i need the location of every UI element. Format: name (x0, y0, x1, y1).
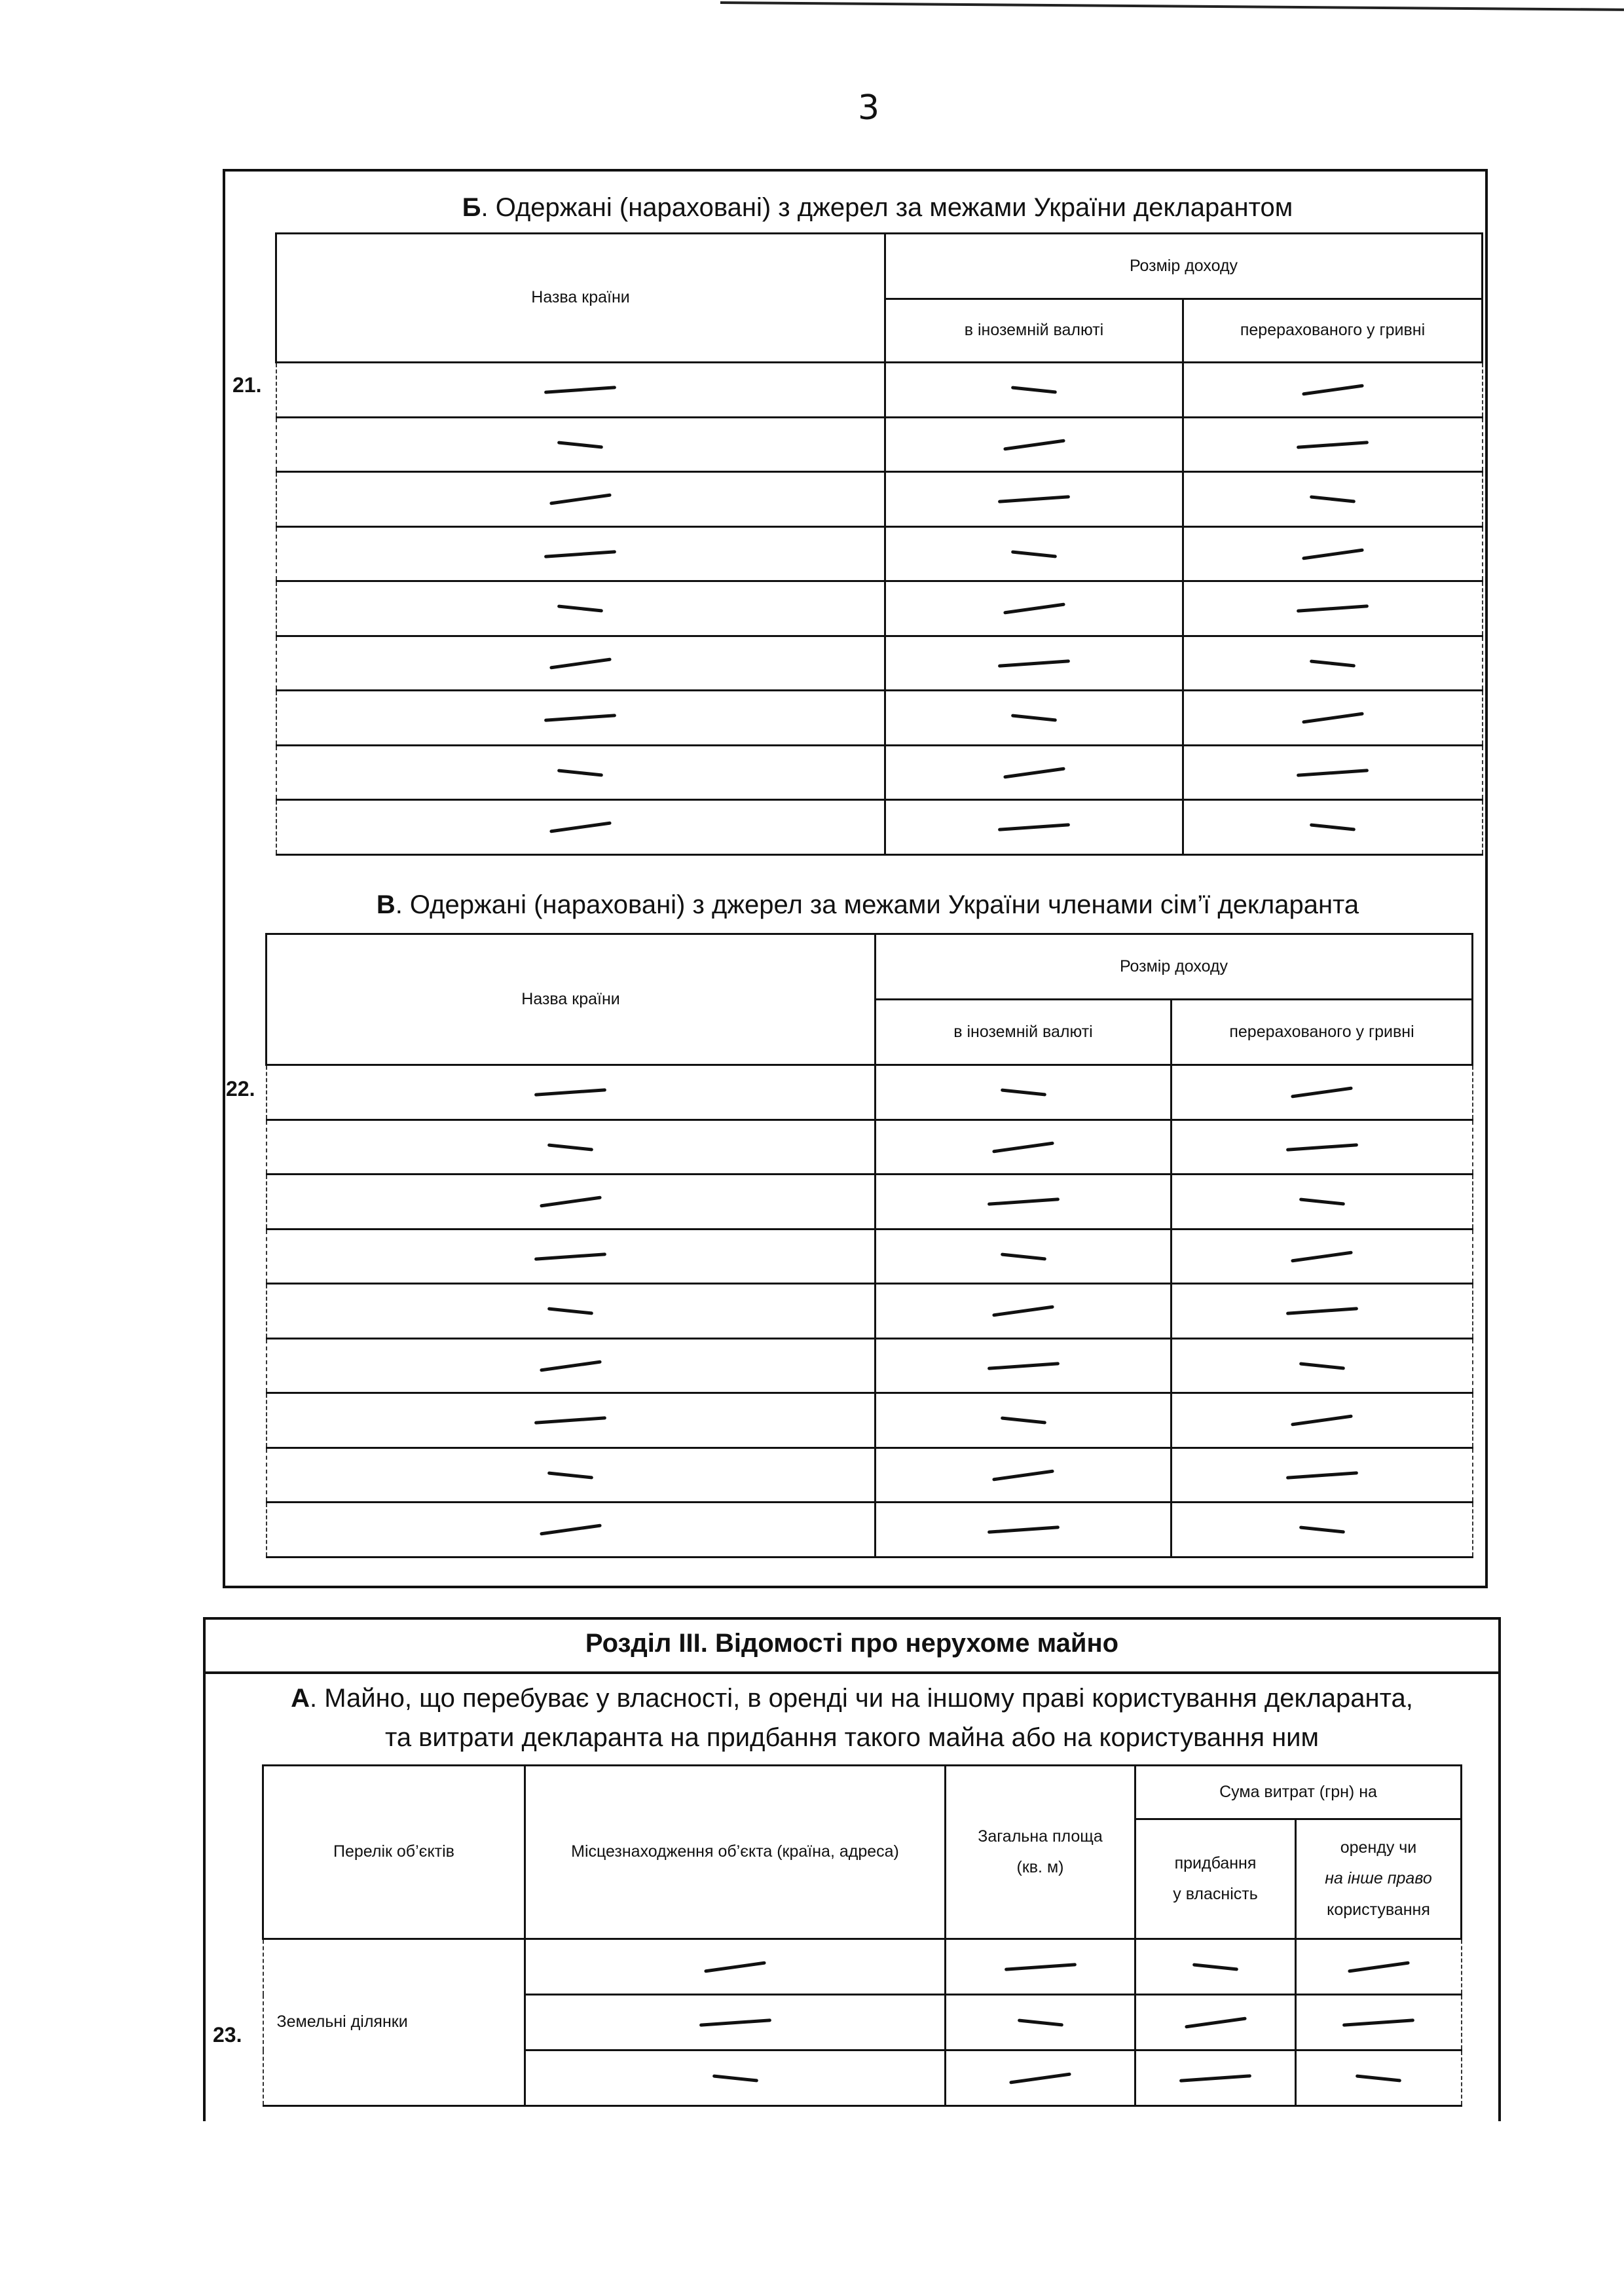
handwritten-dash-mark (1286, 1471, 1358, 1480)
table-row (267, 1120, 1473, 1175)
cell-uah (1183, 363, 1483, 418)
cell-foreign-currency (885, 417, 1183, 472)
header-purchase (1135, 1819, 1296, 1939)
handwritten-dash-mark (712, 2074, 758, 2082)
cell-uah (1172, 1065, 1473, 1120)
handwritten-dash-mark (1310, 824, 1356, 831)
cell-foreign-currency (876, 1175, 1172, 1230)
header-income-size: Розмір доходу (876, 934, 1473, 1000)
cell-object-category: Земельні ділянки (263, 1939, 525, 2106)
table-row (267, 1393, 1473, 1448)
cell-country (267, 1120, 876, 1175)
header-location: Місцезнаходження об’єкта (країна, адреса) (525, 1766, 946, 1939)
section-3-heading: Розділ III. Відомості про нерухоме майно (585, 1629, 1119, 1658)
table-row (276, 800, 1483, 855)
handwritten-dash-mark (1000, 1417, 1046, 1425)
table-row (276, 417, 1483, 472)
scan-top-edge-line (720, 1, 1624, 11)
cell-foreign-currency (876, 1284, 1172, 1339)
cell-purchase (1135, 2050, 1296, 2106)
handwritten-dash-mark (547, 1307, 593, 1315)
cell-country (276, 800, 885, 855)
table-row (276, 363, 1483, 418)
section-c-letter: В (376, 890, 396, 919)
header-rent (1296, 1819, 1462, 1939)
cell-purchase (1135, 1939, 1296, 1995)
handwritten-dash-mark (1299, 1198, 1345, 1206)
handwritten-dash-mark (1004, 1963, 1076, 1971)
table-row (267, 1448, 1473, 1503)
handwritten-dash-mark (1299, 1526, 1345, 1534)
cell-country (267, 1065, 876, 1120)
section-3a-title-text-1: . Майно, що перебуває у власності, в оренді чи на іншому праві користування декларанта, (310, 1684, 1413, 1713)
cell-country (276, 581, 885, 636)
cell-country (276, 363, 885, 418)
handwritten-dash-mark (699, 2018, 771, 2027)
table-row (267, 1065, 1473, 1120)
handwritten-dash-mark (540, 1524, 602, 1536)
table-row (276, 526, 1483, 581)
cell-foreign-currency (885, 581, 1183, 636)
handwritten-dash-mark (1009, 2073, 1071, 2085)
cell-uah (1172, 1503, 1473, 1558)
foreign-income-family-table (265, 933, 1473, 1558)
cell-foreign-currency (885, 800, 1183, 855)
handwritten-dash-mark (534, 1252, 606, 1261)
section-b-letter: Б (462, 193, 481, 222)
cell-uah (1183, 526, 1483, 581)
table-row (267, 1503, 1473, 1558)
table-row (276, 691, 1483, 746)
header-uah: перерахованого у гривні (1172, 1000, 1473, 1065)
handwritten-dash-mark (987, 1198, 1059, 1207)
header-rent-line1: оренду чи (1340, 1838, 1417, 1857)
real-estate-table (262, 1764, 1462, 2107)
table-row (267, 1338, 1473, 1393)
row-number-23: 23. (213, 2023, 242, 2047)
cell-foreign-currency (876, 1065, 1172, 1120)
handwritten-dash-mark (549, 494, 612, 505)
handwritten-dash-mark (1302, 384, 1364, 396)
handwritten-dash-mark (1302, 548, 1364, 560)
header-objects: Перелік об’єктів (263, 1766, 525, 1939)
table-row (276, 636, 1483, 691)
header-country: Назва країни (276, 234, 885, 363)
header-foreign-currency: в іноземній валюті (876, 1000, 1172, 1065)
cell-rent (1296, 1939, 1462, 1995)
header-rent-line3: користування (1327, 1900, 1430, 1919)
section-3a-letter: А (291, 1684, 310, 1713)
cell-country (276, 636, 885, 691)
cell-uah (1172, 1393, 1473, 1448)
cell-uah (1183, 417, 1483, 472)
handwritten-dash-mark (998, 824, 1070, 832)
header-purchase-line1: придбання (1174, 1853, 1257, 1872)
handwritten-dash-mark (987, 1362, 1059, 1370)
cell-country (276, 417, 885, 472)
cell-country (276, 745, 885, 800)
header-area-line2: (кв. м) (1016, 1858, 1064, 1876)
handwritten-dash-mark (547, 1143, 593, 1151)
table-row (267, 1229, 1473, 1284)
section-b-title (275, 193, 1480, 223)
table-row (276, 581, 1483, 636)
header-country: Назва країни (267, 934, 876, 1065)
handwritten-dash-mark (534, 1089, 606, 1097)
cell-foreign-currency (885, 691, 1183, 746)
cell-country (276, 691, 885, 746)
foreign-income-declarant-table (275, 232, 1483, 856)
handwritten-dash-mark (1000, 1252, 1046, 1260)
handwritten-dash-mark (1342, 2018, 1414, 2027)
handwritten-dash-mark (1286, 1143, 1358, 1152)
table-row (267, 1284, 1473, 1339)
cell-uah (1183, 800, 1483, 855)
header-uah: перерахованого у гривні (1183, 299, 1483, 363)
header-purchase-line2: у власність (1173, 1885, 1258, 1903)
cell-rent (1296, 1995, 1462, 2050)
cell-foreign-currency (885, 526, 1183, 581)
table-row (267, 1175, 1473, 1230)
handwritten-dash-mark (1297, 441, 1369, 449)
cell-foreign-currency (876, 1393, 1172, 1448)
handwritten-dash-mark (1310, 496, 1356, 503)
header-income-size: Розмір доходу (885, 234, 1483, 299)
handwritten-dash-mark (544, 714, 616, 723)
handwritten-dash-mark (987, 1526, 1059, 1535)
handwritten-dash-mark (1297, 605, 1369, 613)
cell-uah (1172, 1229, 1473, 1284)
cell-country (267, 1175, 876, 1230)
cell-country (267, 1284, 876, 1339)
header-foreign-currency: в іноземній валюті (885, 299, 1183, 363)
handwritten-dash-mark (1185, 2017, 1247, 2029)
handwritten-dash-mark (557, 605, 603, 613)
row-number-22: 22. (226, 1077, 255, 1101)
cell-location (525, 1995, 946, 2050)
handwritten-dash-mark (1011, 714, 1057, 722)
cell-foreign-currency (876, 1338, 1172, 1393)
cell-country (267, 1393, 876, 1448)
handwritten-dash-mark (1356, 2074, 1401, 2082)
handwritten-dash-mark (1291, 1250, 1353, 1262)
table-row (276, 472, 1483, 527)
page-number: 3 (858, 88, 880, 128)
handwritten-dash-mark (549, 657, 612, 669)
handwritten-dash-mark (992, 1141, 1054, 1153)
section-3a-title-line1 (203, 1684, 1501, 1713)
cell-country (267, 1229, 876, 1284)
cell-country (267, 1448, 876, 1503)
cell-foreign-currency (885, 472, 1183, 527)
cell-country (267, 1338, 876, 1393)
handwritten-dash-mark (1348, 1961, 1410, 1973)
handwritten-dash-mark (1003, 603, 1065, 615)
cell-foreign-currency (885, 745, 1183, 800)
handwritten-dash-mark (534, 1417, 606, 1425)
cell-location (525, 2050, 946, 2106)
section-c-title (265, 890, 1470, 920)
handwritten-dash-mark (992, 1305, 1054, 1317)
handwritten-dash-mark (998, 659, 1070, 668)
handwritten-dash-mark (544, 550, 616, 558)
cell-country (276, 526, 885, 581)
handwritten-dash-mark (549, 822, 612, 833)
handwritten-dash-mark (1302, 712, 1364, 724)
cell-foreign-currency (876, 1229, 1172, 1284)
cell-uah (1172, 1284, 1473, 1339)
cell-area (946, 1995, 1135, 2050)
section-b-title-text: . Одержані (нараховані) з джерел за межами України декларантом (481, 193, 1293, 222)
header-rent-line2: на інше право (1325, 1869, 1432, 1888)
cell-rent (1296, 2050, 1462, 2106)
handwritten-dash-mark (1017, 2018, 1063, 2026)
handwritten-dash-mark (557, 441, 603, 448)
cell-foreign-currency (876, 1503, 1172, 1558)
header-area-line1: Загальна площа (978, 1827, 1103, 1846)
handwritten-dash-mark (547, 1471, 593, 1479)
cell-uah (1172, 1175, 1473, 1230)
cell-purchase (1135, 1995, 1296, 2050)
cell-country (276, 472, 885, 527)
handwritten-dash-mark (1297, 769, 1369, 777)
handwritten-dash-mark (1310, 659, 1356, 667)
handwritten-dash-mark (1003, 767, 1065, 778)
handwritten-dash-mark (1179, 2074, 1251, 2083)
cell-foreign-currency (876, 1120, 1172, 1175)
section-3a-title-line2: та витрати декларанта на придбання такого майна або на користування ним (384, 1723, 1320, 1752)
table-row (276, 745, 1483, 800)
handwritten-dash-mark (1192, 1963, 1238, 1971)
handwritten-dash-mark (704, 1961, 766, 1973)
cell-uah (1183, 581, 1483, 636)
handwritten-dash-mark (1291, 1087, 1353, 1099)
cell-uah (1183, 472, 1483, 527)
handwritten-dash-mark (544, 386, 616, 395)
handwritten-dash-mark (1003, 439, 1065, 450)
handwritten-dash-mark (1011, 386, 1057, 394)
cell-foreign-currency (885, 363, 1183, 418)
header-area (946, 1766, 1135, 1939)
handwritten-dash-mark (557, 769, 603, 776)
cell-uah (1183, 745, 1483, 800)
handwritten-dash-mark (540, 1360, 602, 1372)
section-c-title-text: . Одержані (нараховані) з джерел за межами України членами сім’ї декларанта (395, 890, 1359, 919)
handwritten-dash-mark (540, 1196, 602, 1208)
cell-location (525, 1939, 946, 1995)
cell-uah (1172, 1448, 1473, 1503)
cell-foreign-currency (876, 1448, 1172, 1503)
cell-area (946, 2050, 1135, 2106)
cell-uah (1183, 636, 1483, 691)
handwritten-dash-mark (1000, 1089, 1046, 1097)
row-number-21: 21. (232, 373, 262, 397)
handwritten-dash-mark (1011, 550, 1057, 558)
cell-area (946, 1939, 1135, 1995)
handwritten-dash-mark (1299, 1362, 1345, 1370)
cell-foreign-currency (885, 636, 1183, 691)
cell-uah (1172, 1120, 1473, 1175)
handwritten-dash-mark (1291, 1415, 1353, 1427)
cell-uah (1183, 691, 1483, 746)
handwritten-dash-mark (992, 1469, 1054, 1481)
header-expenses: Сума витрат (грн) на (1135, 1766, 1462, 1819)
cell-uah (1172, 1338, 1473, 1393)
handwritten-dash-mark (1286, 1307, 1358, 1316)
section-3-heading-divider (203, 1671, 1501, 1674)
handwritten-dash-mark (998, 496, 1070, 504)
table-row (263, 1939, 1462, 1995)
cell-country (267, 1503, 876, 1558)
